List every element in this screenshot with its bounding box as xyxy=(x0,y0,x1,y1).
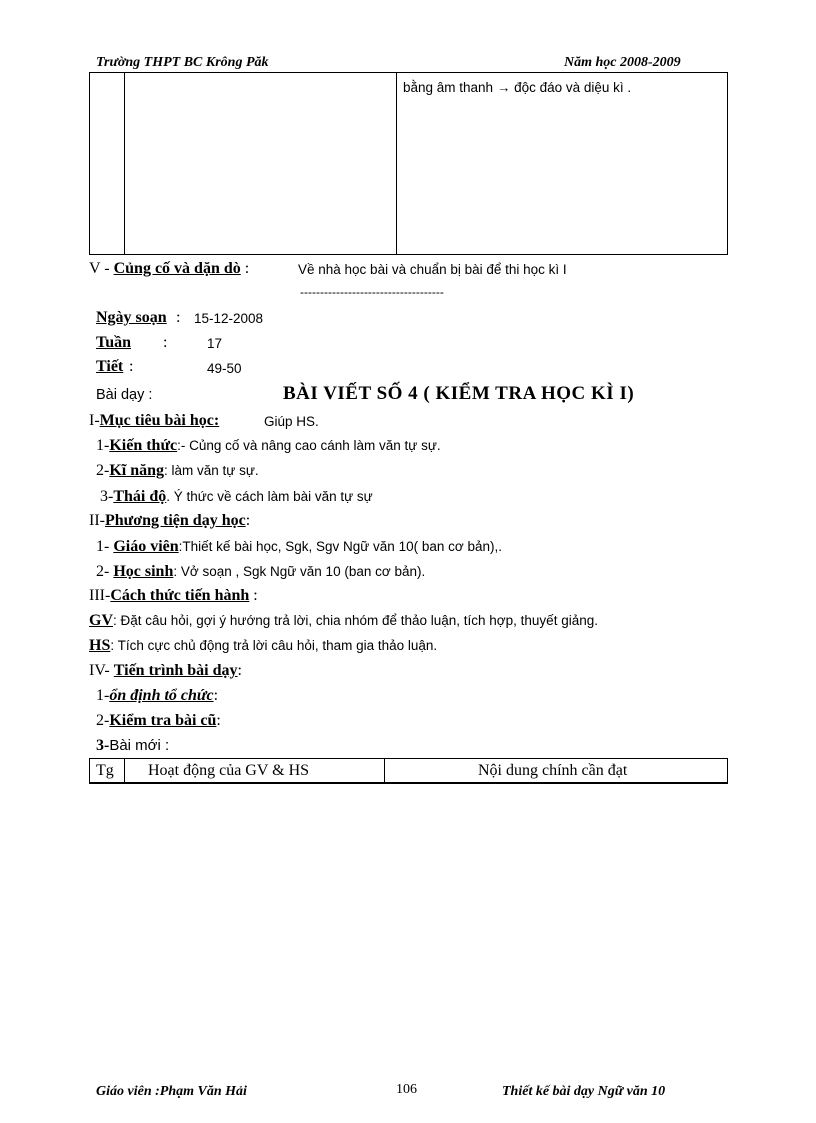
knowledge-text: :- Củng cố và nâng cao cánh làm văn tự sự. xyxy=(177,438,441,453)
knowledge-line: 1-Kiến thức:- Củng cố và nâng cao cánh làm văn tự sự. xyxy=(96,437,441,454)
section-5-title: Củng cố và dặn dò xyxy=(113,260,241,277)
process-heading: IV- Tiến trình bài dạy: xyxy=(89,662,242,679)
knowledge-label: Kiến thức xyxy=(109,437,178,454)
new-lesson-line: 3-Bài mới : xyxy=(96,737,170,754)
date-label: Ngày soạn xyxy=(96,309,167,326)
student-line: 2- Học sinh: Vở soạn , Sgk Ngữ văn 10 (ban cơ bản). xyxy=(96,563,426,580)
section-5-colon: : xyxy=(240,260,250,277)
means-label: Phương tiện dạy học xyxy=(104,512,246,529)
section-5-text: Về nhà học bài và chuẩn bị bài để thi học kì I xyxy=(298,262,567,277)
gv-text: : Đặt câu hỏi, gợi ý hướng trả lời, chia nhóm để thảo luận, tích hợp, thuyết giảng. xyxy=(113,613,598,628)
method-heading: III-Cách thức tiến hành : xyxy=(89,587,258,604)
means-heading: II-Phương tiện dạy học: xyxy=(89,512,251,529)
period-label: Tiết xyxy=(96,358,124,375)
section-5 xyxy=(89,260,249,278)
method-label: Cách thức tiến hành xyxy=(110,587,250,604)
hs-text: : Tích cực chủ động trả lời câu hỏi, tham gia thảo luận. xyxy=(110,638,438,653)
attitude-text: . Ý thức về cách làm bài văn tự sự xyxy=(166,489,373,504)
objectives-heading: I-Mục tiêu bài học: xyxy=(89,412,220,429)
header-year: Năm học 2008-2009 xyxy=(564,55,681,70)
objectives-text: Giúp HS. xyxy=(264,414,319,429)
header-school: Trường THPT BC Krông Păk xyxy=(96,55,269,70)
top-table-content: bằng âm thanh → độc đáo và diệu kì . xyxy=(403,80,632,95)
footer-teacher: Giáo viên :Phạm Văn Hải xyxy=(96,1084,247,1099)
week-value: 17 xyxy=(207,336,223,351)
footer-title: Thiết kế bài dạy Ngữ văn 10 xyxy=(502,1084,666,1099)
attitude-label: Thái độ xyxy=(113,488,167,505)
student-label: Học sinh xyxy=(113,563,174,580)
attitude-line: 3-Thái độ. Ý thức về cách làm bài văn tự sự xyxy=(100,488,373,505)
student-text: : Vở soạn , Sgk Ngữ văn 10 (ban cơ bản). xyxy=(173,564,426,579)
footer-page-number: 106 xyxy=(396,1082,417,1097)
lesson-title: BÀI VIẾT SỐ 4 ( KIỂM TRA HỌC KÌ I) xyxy=(283,383,635,404)
table-col-content: Nội dung chính cần đạt xyxy=(478,762,628,779)
stable-label: ổn định tổ chức xyxy=(109,687,214,704)
teacher-label: Giáo viên xyxy=(113,538,179,555)
table-col-activity: Hoạt động của GV & HS xyxy=(148,762,310,779)
week-label: Tuần xyxy=(96,334,131,351)
section-5-prefix: V - xyxy=(89,260,114,277)
hs-line xyxy=(89,637,437,655)
check-line: 2-Kiểm tra bài cũ: xyxy=(96,712,221,729)
teacher-line: 1- Giáo viên:Thiết kế bài học, Sgk, Sgv Ngữ văn 10( ban cơ bản),. xyxy=(96,538,502,555)
check-label: Kiểm tra bài cũ xyxy=(109,712,217,729)
lesson-label: Bài dạy : xyxy=(96,387,153,403)
skill-label: Kĩ năng xyxy=(109,462,165,479)
stable-line: 1-ổn định tổ chức: xyxy=(96,687,219,704)
gv-line xyxy=(89,612,598,630)
skill-line: 2-Kĩ năng: làm văn tự sự. xyxy=(96,462,259,479)
objectives-label: Mục tiêu bài học: xyxy=(99,412,220,429)
teacher-text: :Thiết kế bài học, Sgk, Sgv Ngữ văn 10( ban cơ bản),. xyxy=(178,539,502,554)
skill-text: : làm văn tự sự. xyxy=(164,463,259,478)
date-value: 15-12-2008 xyxy=(194,311,264,326)
process-label: Tiến trình bài dạy xyxy=(113,662,238,679)
new-lesson-label: Bài mới xyxy=(109,737,161,754)
hs-label: HS xyxy=(89,637,111,654)
separator: ------------------------------------ xyxy=(300,285,444,299)
period-value: 49-50 xyxy=(207,361,242,376)
table-col-time: Tg xyxy=(96,762,114,779)
gv-label: GV xyxy=(89,612,113,629)
